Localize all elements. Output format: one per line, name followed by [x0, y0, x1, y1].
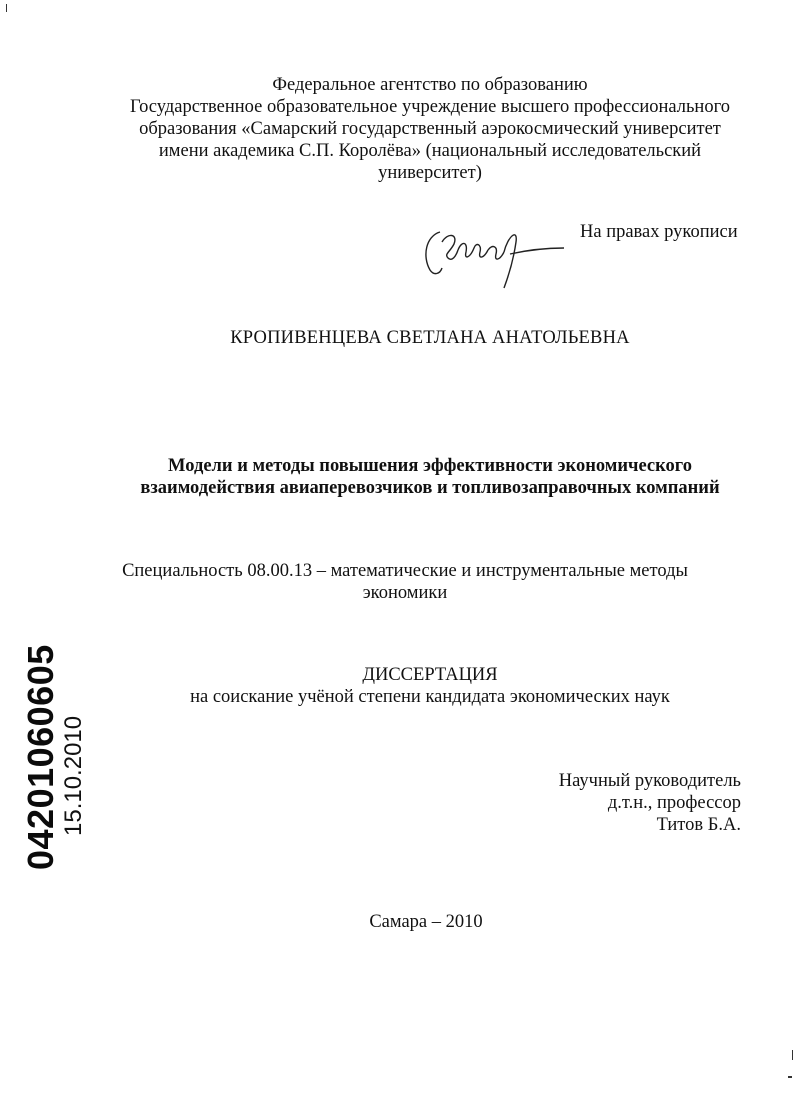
dissertation-purpose: на соискание учёной степени кандидата экономических наук	[190, 687, 670, 707]
dissertation-type-block	[60, 664, 799, 708]
library-stamp-number: 04201060605	[20, 644, 61, 870]
scan-artifact-bottom-right	[788, 1076, 792, 1078]
handwritten-signature	[418, 222, 568, 292]
title-line-1: Модели и методы повышения эффективности экономического	[168, 456, 692, 476]
header-line-4: имени академика С.П. Королёва» (национальный исследовательский	[158, 141, 702, 161]
library-stamp-date: 15.10.2010	[60, 715, 87, 836]
header-line-5: университет)	[378, 163, 482, 183]
specialty-line-1: Специальность 08.00.13 – математические и инструментальные методы	[122, 561, 688, 581]
title-line-2: взаимодействия авиаперевозчиков и топливозаправочных компаний	[140, 478, 720, 498]
supervisor-name: Титов Б.А.	[656, 815, 741, 835]
dissertation-title	[60, 455, 799, 499]
scan-artifact-right	[792, 1050, 793, 1060]
organization-header	[60, 74, 799, 184]
supervisor-role: Научный руководитель	[558, 771, 741, 791]
scan-artifact-top-left	[6, 4, 7, 12]
specialty	[60, 560, 750, 604]
manuscript-rights-note: На правах рукописи	[580, 222, 738, 242]
header-line-1: Федеральное агентство по образованию	[272, 75, 588, 95]
specialty-line-2: экономики	[362, 583, 448, 603]
header-line-2: Государственное образовательное учреждение высшего профессионального	[130, 97, 730, 117]
dissertation-type: ДИССЕРТАЦИЯ	[362, 665, 498, 685]
header-line-3: образования «Самарский государственный аэрокосмический университет	[139, 119, 721, 139]
author-name: КРОПИВЕНЦЕВА СВЕТЛАНА АНАТОЛЬЕВНА	[230, 328, 630, 348]
place-and-year: Самара – 2010	[369, 912, 483, 932]
supervisor-degree: д.т.н., профессор	[607, 793, 741, 813]
supervisor-block	[559, 770, 741, 836]
